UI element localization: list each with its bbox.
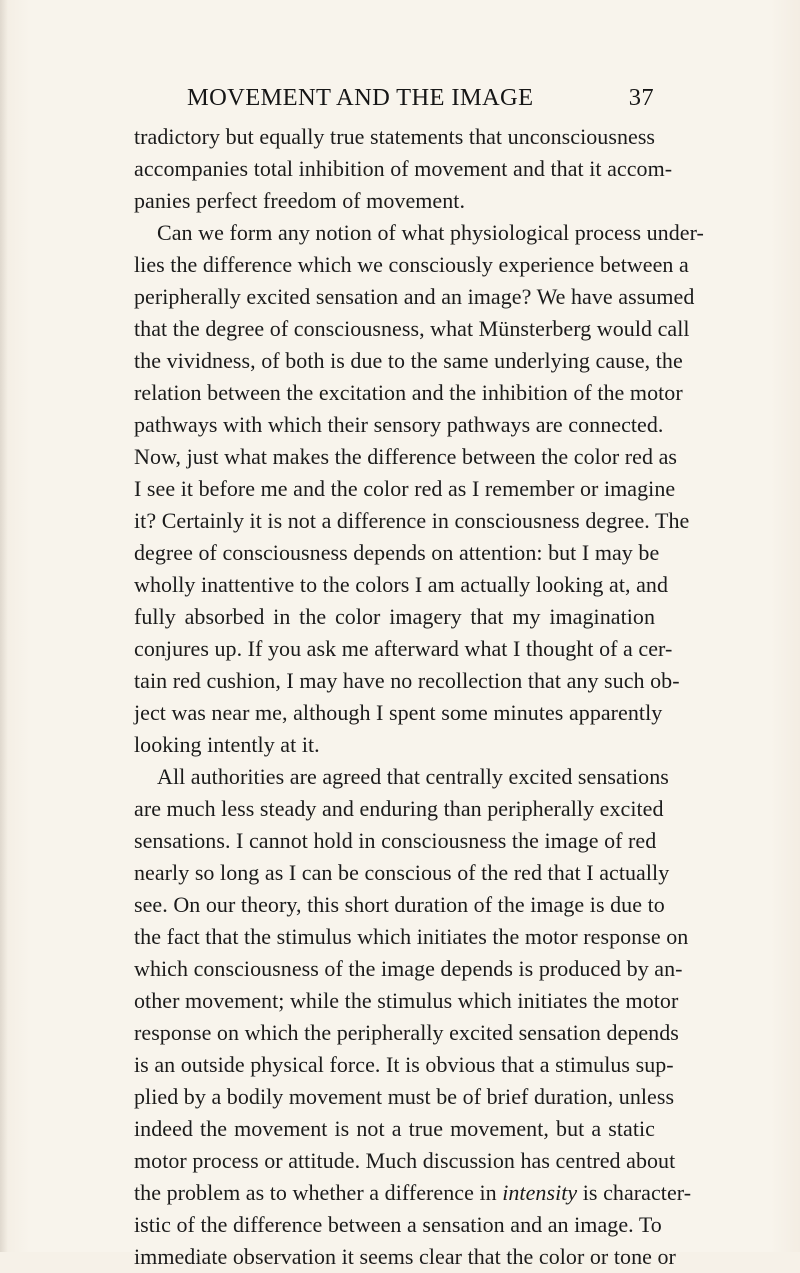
text-line: the fact that the stimulus which initiates the motor response on <box>134 924 689 949</box>
text-line: are much less steady and enduring than peripherally excited <box>134 796 664 821</box>
text-line: the vividness, of both is due to the same underlying cause, the <box>134 348 683 373</box>
line-text-after-italic: is character- <box>577 1180 692 1205</box>
text-line: immediate observation it seems clear that the color or tone or <box>134 1244 676 1269</box>
text-line: pathways with which their sensory pathways are connected. <box>134 412 664 437</box>
text-line: it? Certainly it is not a difference in consciousness degree. The <box>134 508 690 533</box>
text-line: response on which the peripherally excited sensation depends <box>134 1020 679 1045</box>
text-line: looking intently at it. <box>134 732 320 757</box>
page-header <box>187 84 654 120</box>
text-line: ject was near me, although I spent some minutes apparently <box>134 700 663 725</box>
text-line: accompanies total inhibition of movement and that it accom- <box>134 156 673 181</box>
text-line: relation between the excitation and the inhibition of the motor <box>134 380 683 405</box>
page-edge-shadow <box>0 0 8 1252</box>
text-line: sensations. I cannot hold in consciousness the image of red <box>134 828 657 853</box>
text-line: fully absorbed in the color imagery that my imagination <box>134 604 655 629</box>
text-line: degree of consciousness depends on attention: but I may be <box>134 540 660 565</box>
text-line: is an outside physical force. It is obvious that a stimulus sup- <box>134 1052 674 1077</box>
text-line: tain red cushion, I may have no recollection that any such ob- <box>134 668 680 693</box>
text-line: that the degree of consciousness, what Münsterberg would call <box>134 316 690 341</box>
text-line: istic of the difference between a sensation and an image. To <box>134 1212 662 1237</box>
page-number: 37 <box>628 84 654 111</box>
text-line: wholly inattentive to the colors I am actually looking at, and <box>134 572 669 597</box>
text-line: tradictory but equally true statements that unconsciousness <box>134 124 656 149</box>
text-line: I see it before me and the color red as I remember or imagine <box>134 476 676 501</box>
text-line: see. On our theory, this short duration of the image is due to <box>134 892 665 917</box>
running-head: MOVEMENT AND THE IMAGE <box>187 84 534 111</box>
text-line: conjures up. If you ask me afterward what I thought of a cer- <box>134 636 673 661</box>
text-line: nearly so long as I can be conscious of the red that I actually <box>134 860 670 885</box>
paragraph-start-line: All authorities are agreed that centrally excited sensations <box>157 764 669 789</box>
paragraph-start-line: Can we form any notion of what physiological process under- <box>157 220 704 245</box>
text-line: peripherally excited sensation and an image? We have assumed <box>134 284 695 309</box>
text-line: indeed the movement is not a true movement, but a static <box>134 1116 655 1141</box>
text-line: panies perfect freedom of movement. <box>134 188 465 213</box>
mixed-italic-line <box>134 1177 692 1209</box>
text-line: other movement; while the stimulus which initiates the motor <box>134 988 679 1013</box>
text-line: motor process or attitude. Much discussion has centred about <box>134 1148 676 1173</box>
text-line: Now, just what makes the difference between the color red as <box>134 444 678 469</box>
line-text-before-italic: the problem as to whether a difference in <box>134 1180 503 1205</box>
text-line: plied by a bodily movement must be of brief duration, unless <box>134 1084 675 1109</box>
italic-term-intensity: intensity <box>502 1180 578 1205</box>
body-text <box>134 121 704 1269</box>
text-line: which consciousness of the image depends is produced by an- <box>134 956 683 981</box>
text-line: lies the difference which we consciously experience between a <box>134 252 689 277</box>
